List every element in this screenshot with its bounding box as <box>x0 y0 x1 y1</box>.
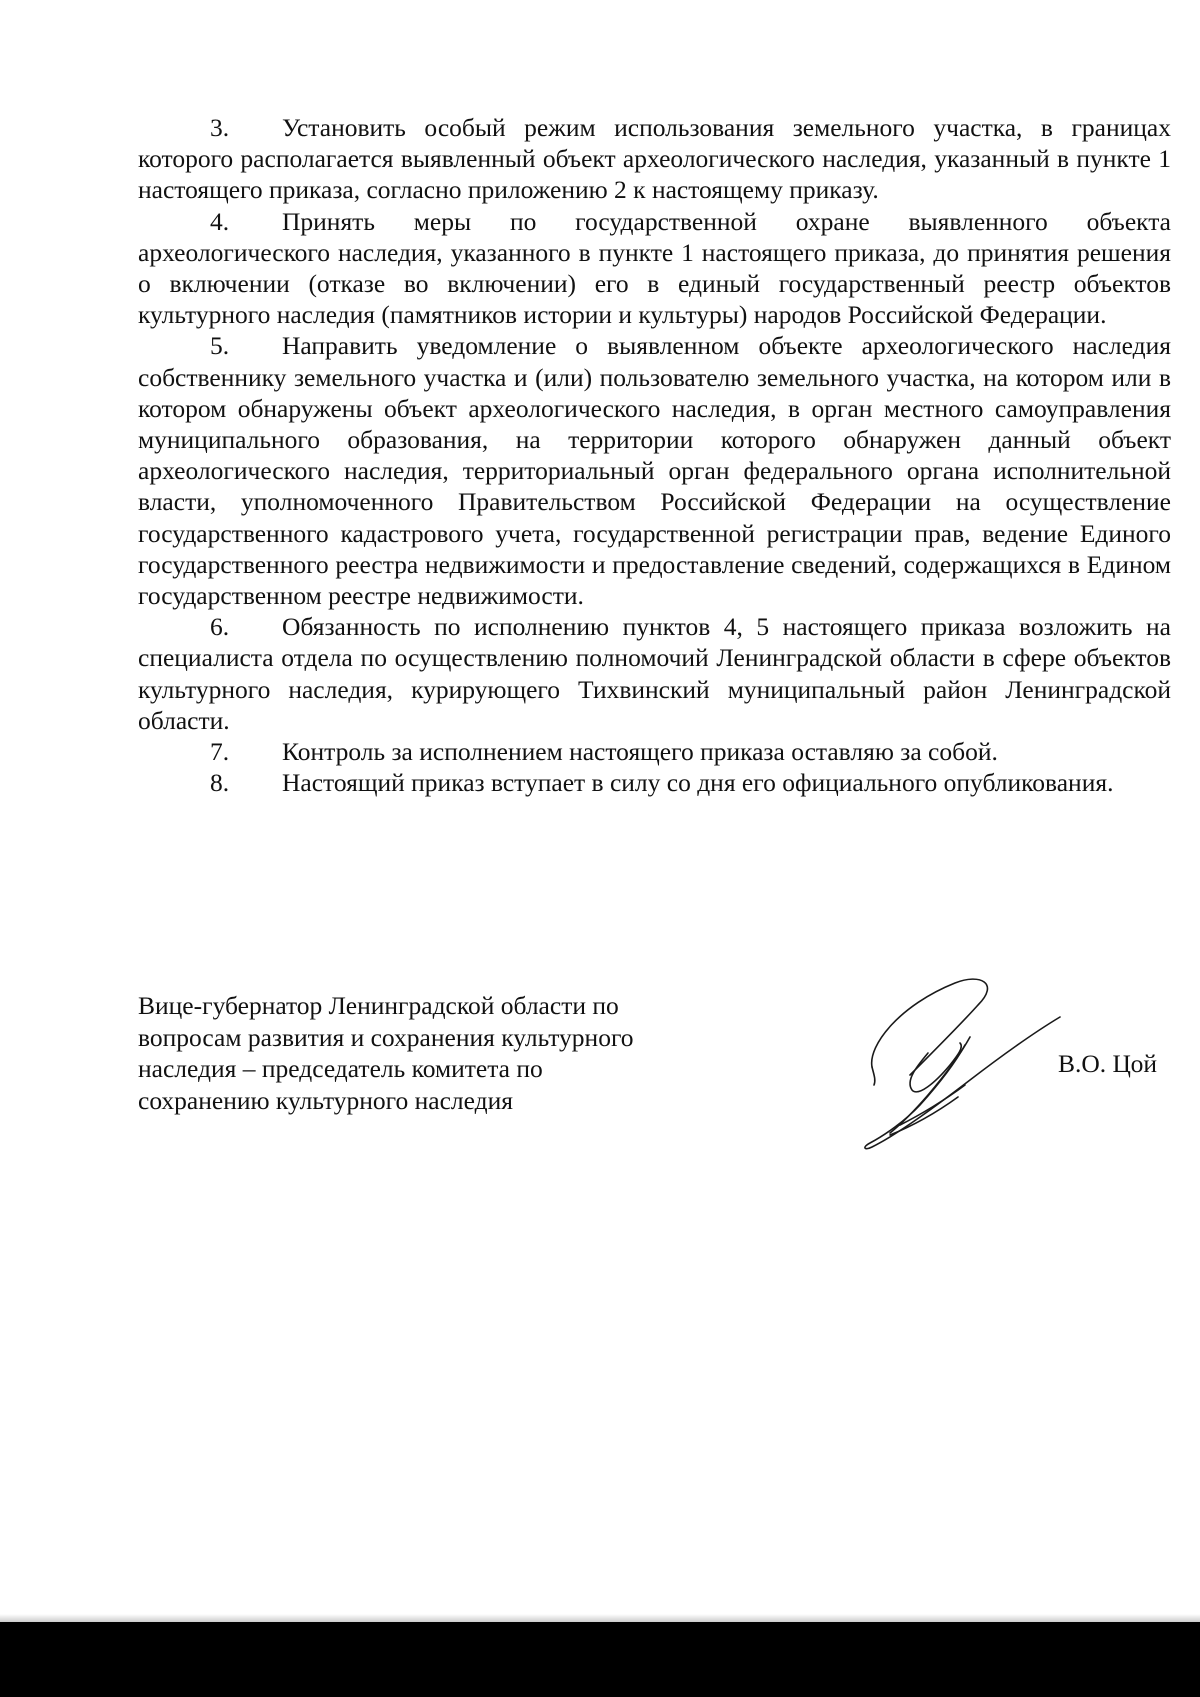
scan-border <box>0 1622 1200 1697</box>
handwritten-signature <box>860 975 1080 1160</box>
signer-position-line: сохранению культурного наследия <box>138 1085 513 1115</box>
signer-position <box>138 990 718 1116</box>
order-item-8 <box>138 767 1171 798</box>
item-text: Контроль за исполнением настоящего приказа оставляю за собой. <box>282 737 998 767</box>
order-item-5 <box>138 330 1171 611</box>
signer-position-line: наследия – председатель комитета по <box>138 1054 543 1083</box>
item-number: 5. <box>210 331 230 361</box>
order-item-4 <box>138 206 1171 331</box>
signer-name: В.О. Цой <box>1058 1049 1158 1078</box>
item-text: Обязанность по исполнению пунктов 4, 5 настоящего приказа возложить на специалиста отдела по осуществлению полномочий Ленинградской области в сфере объектов культурного наследия, курирующего Тихвинский муниципальный район Ленинградской области. <box>138 612 1171 735</box>
item-number: 3. <box>210 113 230 142</box>
item-number: 7. <box>210 737 230 767</box>
item-number: 8. <box>210 768 230 798</box>
item-text: Направить уведомление о выявленном объекте археологического наследия собственнику земельного участка и (или) пользователю земельного участка, на котором или в котором обнаружены объект археологического наследия, в орган местного самоуправления муниципального образования, на территории которого обнаружен данный объект археологического наследия, территориальный орган федерального органа исполнительной власти, уполномоченного Правительством Российской Федерации на осуществление государственного кадастрового учета, государственной регистрации прав, ведение Единого государственного реестра недвижимости и предоставление сведений, содержащихся в Едином государственном реестре недвижимости. <box>138 331 1171 611</box>
order-item-7 <box>138 736 1171 767</box>
item-number: 6. <box>210 612 230 642</box>
signer-position-line: Вице-губернатор Ленинградской области по <box>138 991 619 1020</box>
signer-position-line: вопросам развития и сохранения культурного <box>138 1022 634 1052</box>
item-text: Установить особый режим использования земельного участка, в границах которого располагается выявленный объект археологического наследия, указанный в пункте 1 настоящего приказа, согласно приложению 2 к настоящему приказу. <box>138 113 1171 205</box>
item-number: 4. <box>210 206 230 236</box>
item-text: Настоящий приказ вступает в силу со дня его официального опубликования. <box>282 768 1114 798</box>
order-body <box>138 112 1171 798</box>
order-item-3 <box>138 112 1171 206</box>
item-text: Принять меры по государственной охране выявленного объекта археологического наследия, указанного в пункте 1 настоящего приказа, до принятия решения о включении (отказе во включении) его в единый государственный реестр объектов культурного наследия (памятников истории и культуры) народов Российской Федерации. <box>138 206 1171 330</box>
order-item-6 <box>138 611 1171 736</box>
